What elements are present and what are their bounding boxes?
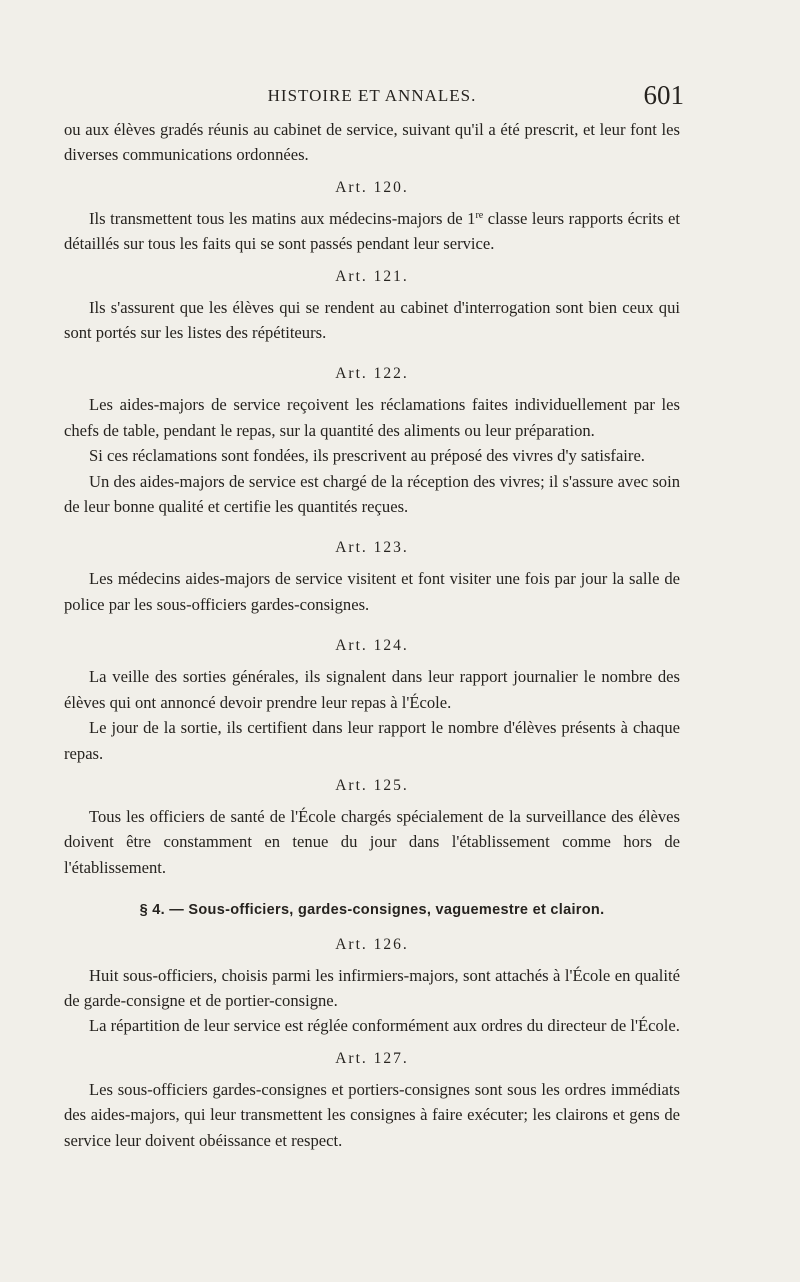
paragraph-art-122-a: Les aides-majors de service reçoivent les réclamations faites individuellement par les chefs de table, pendant le repas, sur la quantité des aliments ou leur préparation. — [64, 395, 680, 440]
article-heading-127: Art. 127. — [335, 1049, 409, 1067]
paragraph-art-124-a: La veille des sorties générales, ils signalent dans leur rapport journalier le nombre des élèves qui ont annoncé devoir prendre leur repas à l'École. — [64, 667, 680, 712]
paragraph-art-125: Tous les officiers de santé de l'École chargés spécialement de la surveillance des élèves doivent être constamment en tenue du jour dans l'établissement comme hors de l'établissement. — [64, 806, 680, 877]
article-heading-123: Art. 123. — [335, 539, 409, 557]
article-heading-121: Art. 121. — [335, 267, 409, 285]
paragraph-art-126-b: La répartition de leur service est réglée conformément aux ordres du directeur de l'École. — [89, 1016, 680, 1036]
article-heading-122: Art. 122. — [335, 365, 409, 383]
paragraph-art-122-b: Si ces réclamations sont fondées, ils prescrivent au préposé des vivres d'y satisfaire. — [89, 446, 645, 466]
paragraph-art-120 — [64, 206, 680, 257]
paragraph-art-121: Ils s'assurent que les élèves qui se rendent au cabinet d'interrogation sont bien ceux qui sont portés sur les listes des répétiteurs. — [64, 297, 680, 343]
paragraph-continued: ou aux élèves gradés réunis au cabinet de service, suivant qu'il a été prescrit, et leur font les diverses communications ordonnées. — [64, 120, 680, 165]
paragraph-art-126-a: Huit sous-officiers, choisis parmi les infirmiers-majors, sont attachés à l'École en qualité de garde-consigne et de portier-consigne. — [64, 965, 680, 1010]
body-text — [64, 117, 680, 1153]
paragraph-art-120-text-a: Ils transmettent tous les matins aux médecins-majors de 1 — [89, 208, 476, 228]
superscript-ordinal: re — [475, 209, 484, 221]
article-heading-120: Art. 120. — [335, 178, 409, 196]
running-head: HISTOIRE ET ANNALES. — [267, 86, 477, 105]
page-header — [64, 80, 684, 112]
paragraph-art-124-b: Le jour de la sortie, ils certifient dans leur rapport le nombre d'élèves présents à chaque repas. — [64, 718, 680, 763]
paragraph-art-123: Les médecins aides-majors de service visitent et font visiter une fois par jour la salle de police par les sous-officiers gardes-consignes. — [64, 569, 680, 614]
paragraph-art-122-c: Un des aides-majors de service est chargé de la réception des vivres; il s'assure avec soin de leur bonne qualité et certifie les quantités reçues. — [64, 471, 680, 517]
paragraph-art-120-text-b: classe leurs rapports écrits et détaillés sur tous les faits qui se sont passés pendant leur service. — [64, 208, 681, 254]
article-heading-124: Art. 124. — [335, 637, 409, 655]
section-heading: § 4. — Sous-officiers, gardes-consignes, vaguemestre et clairon. — [139, 902, 605, 919]
page-number: 601 — [643, 80, 684, 110]
article-heading-126: Art. 126. — [335, 935, 409, 953]
paragraph-art-127: Les sous-officiers gardes-consignes et portiers-consignes sont sous les ordres immédiats des aides-majors, qui leur transmettent les consignes à faire exécuter; les clairons et gens de service leur doivent obéissance et respect. — [64, 1079, 680, 1150]
article-heading-125: Art. 125. — [335, 776, 409, 794]
